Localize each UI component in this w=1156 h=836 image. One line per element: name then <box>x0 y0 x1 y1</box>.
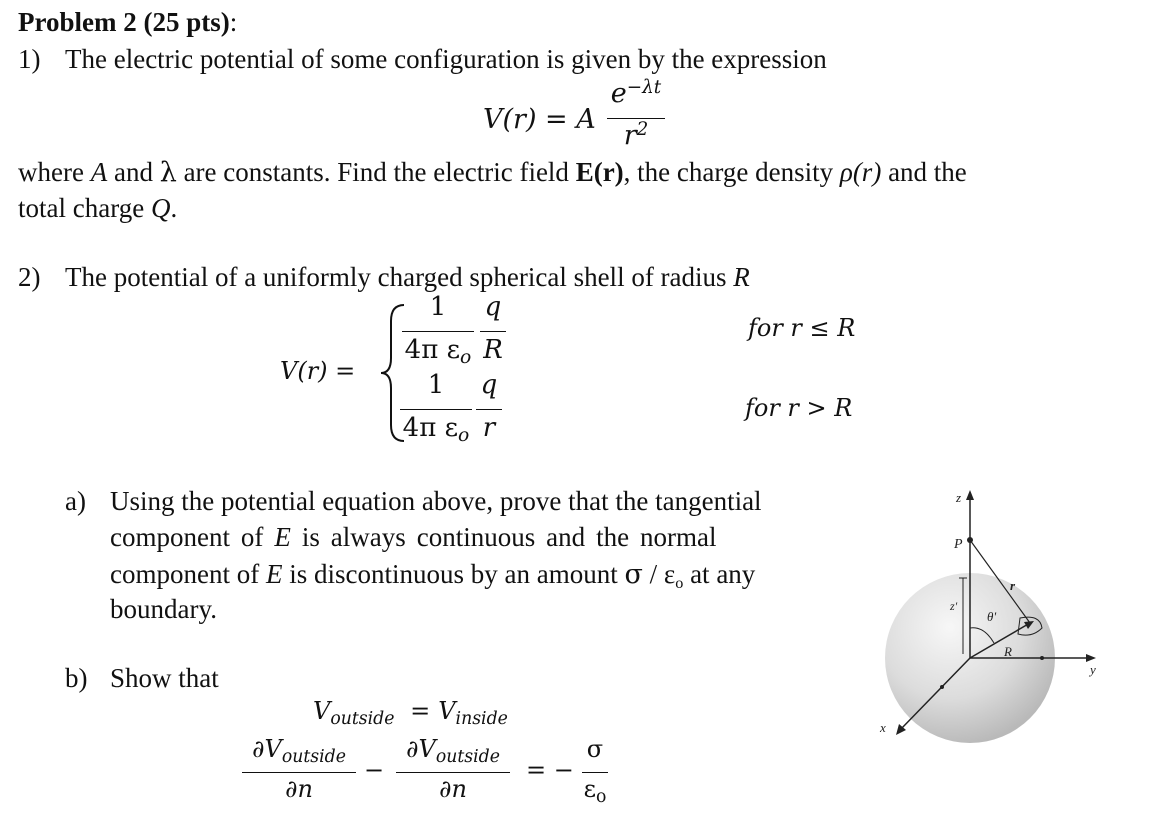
label-y: y <box>1090 662 1096 677</box>
eq2-equals-minus: = − <box>526 756 574 784</box>
part1-equation-lhs: V(r) = A <box>483 104 596 135</box>
part-a-eps-sub: o <box>675 573 684 592</box>
part1-text: The electric potential of some configuration is given by the expression <box>65 44 827 74</box>
case2-den2: r <box>482 413 496 443</box>
case2-fraction-2 <box>474 368 504 448</box>
case2-condition: for r > R <box>745 394 853 422</box>
part-a-slash-eps: / ε <box>642 559 676 589</box>
part1-equation-fraction <box>605 78 667 158</box>
part-a-line3-a: component of <box>110 559 266 589</box>
case1-bar1 <box>402 331 474 332</box>
eq2-num2-text: ∂V <box>406 735 436 763</box>
eq2-minus: − <box>364 756 385 784</box>
part1-den-exponent: 2 <box>636 118 649 140</box>
x-axis-tick <box>940 685 944 689</box>
total-charge-Q: Q <box>150 193 171 223</box>
case2-num1: 1 <box>427 370 445 400</box>
part2-text-R: R <box>733 262 750 292</box>
part1-fraction-denominator <box>605 120 667 151</box>
part-a-line3-b: is discontinuous by an amount <box>282 559 625 589</box>
where-E: E(r) <box>575 157 624 187</box>
label-P: P <box>954 537 963 552</box>
eq2-bar3 <box>582 772 608 773</box>
part-a-line4: boundary. <box>110 594 217 624</box>
case2-num2: q <box>480 370 498 400</box>
part-a-label: a) <box>65 486 86 516</box>
eq2-num2 <box>394 735 512 767</box>
where-text-4: , the charge density <box>623 157 840 187</box>
part1-total-charge-line <box>18 193 177 223</box>
part-b-eq2-fraction-2 <box>394 735 512 815</box>
case2-den1-sub: o <box>458 425 470 447</box>
part1-num-e: e <box>610 78 627 109</box>
where-text-3: are constants. Find the electric field <box>176 157 576 187</box>
case1-fraction-1 <box>400 290 476 370</box>
eq2-bar2 <box>396 772 510 773</box>
case1-den1 <box>400 335 476 369</box>
part-a-line2-a: component of <box>110 522 275 552</box>
case2-bar1 <box>400 409 472 410</box>
part-b-eq2-fraction-3 <box>580 735 610 815</box>
where-text-1: where <box>18 157 91 187</box>
y-axis-arrow <box>1086 654 1096 662</box>
case2-fraction-1 <box>398 368 474 448</box>
eq1-outside-sub: outside <box>330 708 395 729</box>
problem-title <box>18 7 237 37</box>
y-axis-tick <box>1040 656 1044 660</box>
part-b-eq1 <box>313 697 508 729</box>
case2-bar2 <box>476 409 502 410</box>
spherical-shell-figure <box>870 478 1110 778</box>
where-lambda: λ <box>159 157 177 188</box>
eq2-den1: ∂n <box>285 775 313 803</box>
eq2-den3-text: ε <box>583 775 597 803</box>
part-a-line1: Using the potential equation above, prove that the tangential <box>110 486 762 516</box>
part-a-line2 <box>110 522 717 552</box>
case2-den1-text: 4π ε <box>402 413 459 443</box>
part1-where-line <box>18 157 967 188</box>
part-a-line3-E: E <box>265 559 283 589</box>
eq1-V-outside: V <box>313 697 331 725</box>
label-x: x <box>880 720 886 735</box>
part2-label: 2) <box>18 262 41 292</box>
part1-num-exponent: −λt <box>626 76 662 98</box>
case1-den1-text: 4π ε <box>404 335 461 365</box>
label-curly-r: r <box>1010 578 1016 593</box>
where-rho: ρ(r) <box>839 157 882 187</box>
eq1-inside-sub: inside <box>455 708 508 729</box>
eq2-num1-sub: outside <box>281 746 346 767</box>
case1-den1-sub: o <box>460 347 472 369</box>
case1-num1: 1 <box>429 292 447 322</box>
z-axis-arrow <box>966 490 974 500</box>
where-text-5: and the <box>881 157 967 187</box>
part2-text <box>65 262 750 292</box>
label-z-prime: z' <box>950 599 958 613</box>
case1-fraction-2 <box>478 290 508 370</box>
where-text-2: and <box>107 157 160 187</box>
case1-bar2 <box>480 331 506 332</box>
part1-fraction-numerator <box>605 78 667 109</box>
part-a-line2-b: is always continuous and the normal <box>290 522 717 552</box>
total-charge-text: total charge <box>18 193 151 223</box>
part-b-label: b) <box>65 663 88 693</box>
eq2-den2: ∂n <box>439 775 467 803</box>
part1-label: 1) <box>18 44 41 74</box>
part-b-eq2-fraction-1 <box>240 735 358 815</box>
eq2-num2-sub: outside <box>435 746 500 767</box>
part-a-line3 <box>110 559 755 593</box>
part2-text-main: The potential of a uniformly charged spherical shell of radius <box>65 262 734 292</box>
eq2-num1 <box>240 735 358 767</box>
label-z: z <box>956 490 962 505</box>
case2-den1 <box>398 413 474 447</box>
problem-title-text: Problem 2 (25 pts) <box>18 7 230 37</box>
case1-condition: for r ≤ R <box>748 314 856 342</box>
eq1-equals: = <box>410 697 431 725</box>
label-R: R <box>1004 644 1012 659</box>
part-a-sigma: σ <box>624 559 643 590</box>
case1-den2: R <box>483 335 503 365</box>
part1-den-r: r <box>623 120 637 151</box>
eq2-den3 <box>580 775 610 807</box>
where-A: A <box>90 157 108 187</box>
eq2-num3: σ <box>586 735 604 763</box>
eq2-num1-text: ∂V <box>252 735 282 763</box>
eq2-bar1 <box>242 772 356 773</box>
label-theta-prime: θ' <box>987 609 997 624</box>
part-a-line3-c: at any <box>683 559 756 589</box>
eq1-V-inside: V <box>438 697 456 725</box>
total-charge-period: . <box>170 193 178 223</box>
part2-V-lhs: V(r) = <box>280 357 356 385</box>
eq2-den3-sub: o <box>596 786 607 807</box>
problem-title-colon: : <box>229 7 238 37</box>
part-b-text: Show that <box>110 663 219 693</box>
case1-num2: q <box>484 292 502 322</box>
part-a-line2-E: E <box>274 522 291 552</box>
